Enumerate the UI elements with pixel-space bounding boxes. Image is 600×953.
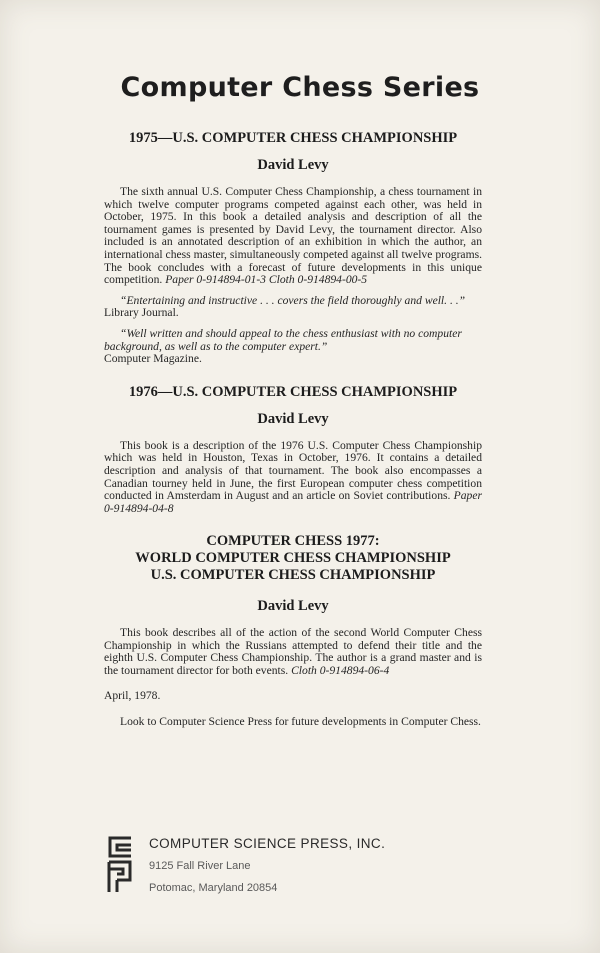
description-text: The sixth annual U.S. Computer Chess Championship, a chess tournament in which twelve computer programs competed against each other, was held in October, 1975. In this book a detailed analysis and description of all the tournament games is presented by David Levy, the tournament director. Also included is an annotated description of an exhibition in which the author, an international chess master, simultaneously competed against all twelve programs. The book concludes with a forecast of future developments in this unique competition. [104, 185, 482, 287]
series-title: Computer Chess Series [120, 72, 480, 103]
publication-date: April, 1978. [104, 688, 161, 702]
book-1977 [104, 533, 482, 677]
book-title: 1975—U.S. COMPUTER CHESS CHAMPIONSHIP [128, 130, 458, 146]
book-title-line: COMPUTER CHESS 1977: [206, 533, 380, 550]
description-text: This book is a description of the 1976 U.S. Computer Chess Championship which was held in Houston, Texas in October, 1976. It contains a detailed description and analysis of that tournament. The book also encompasses a Canadian tourney held in June, the first European computer chess competition conducted in Amsterdam in August and an article on Soviet contributions. [104, 438, 482, 503]
review-quote [104, 328, 482, 366]
book-listings [104, 130, 482, 729]
book-title-line: U.S. COMPUTER CHESS CHAMPIONSHIP [150, 567, 436, 584]
description-text: This book describes all of the action of the second World Computer Chess Championship in which the Russians attempted to defend their title and the eighth U.S. Computer Chess Championship. The author is a grand master and is the tournament director for both events. [104, 626, 482, 678]
publisher-name: COMPUTER SCIENCE PRESS, INC. [149, 836, 386, 851]
publisher-block [107, 836, 427, 896]
book-description [104, 440, 482, 516]
csp-logo-icon [107, 836, 133, 894]
closing-note: Look to Computer Science Press for future developments in Computer Chess. [120, 715, 481, 729]
book-title: 1976—U.S. COMPUTER CHESS CHAMPIONSHIP [128, 383, 458, 400]
book-author: David Levy [257, 410, 329, 427]
isbn-info: Cloth 0-914894-06-4 [291, 664, 390, 678]
book-title-line: WORLD COMPUTER CHESS CHAMPIONSHIP [135, 550, 451, 567]
quote-text: “Entertaining and instructive . . . covers the field thoroughly and well. . .” [120, 293, 466, 307]
book-author: David Levy [257, 157, 329, 173]
book-author: David Levy [257, 598, 329, 615]
book-description [104, 627, 482, 677]
quote-text: “Well written and should appeal to the chess enthusiast with no computer background, as well as to the computer expert.” [104, 326, 462, 353]
quote-source: Library Journal. [104, 306, 179, 320]
book-1976 [104, 384, 482, 516]
publisher-address-line: 9125 Fall River Lane [149, 860, 251, 872]
publisher-address-line: Potomac, Maryland 20854 [149, 882, 278, 894]
book-description [104, 186, 482, 287]
isbn-info: Paper 0-914894-04-8 [104, 489, 482, 515]
review-quote [104, 295, 482, 320]
book-1975 [104, 130, 482, 366]
quote-source: Computer Magazine. [104, 352, 202, 366]
isbn-info: Paper 0-914894-01-3 Cloth 0-914894-00-5 [165, 273, 368, 287]
